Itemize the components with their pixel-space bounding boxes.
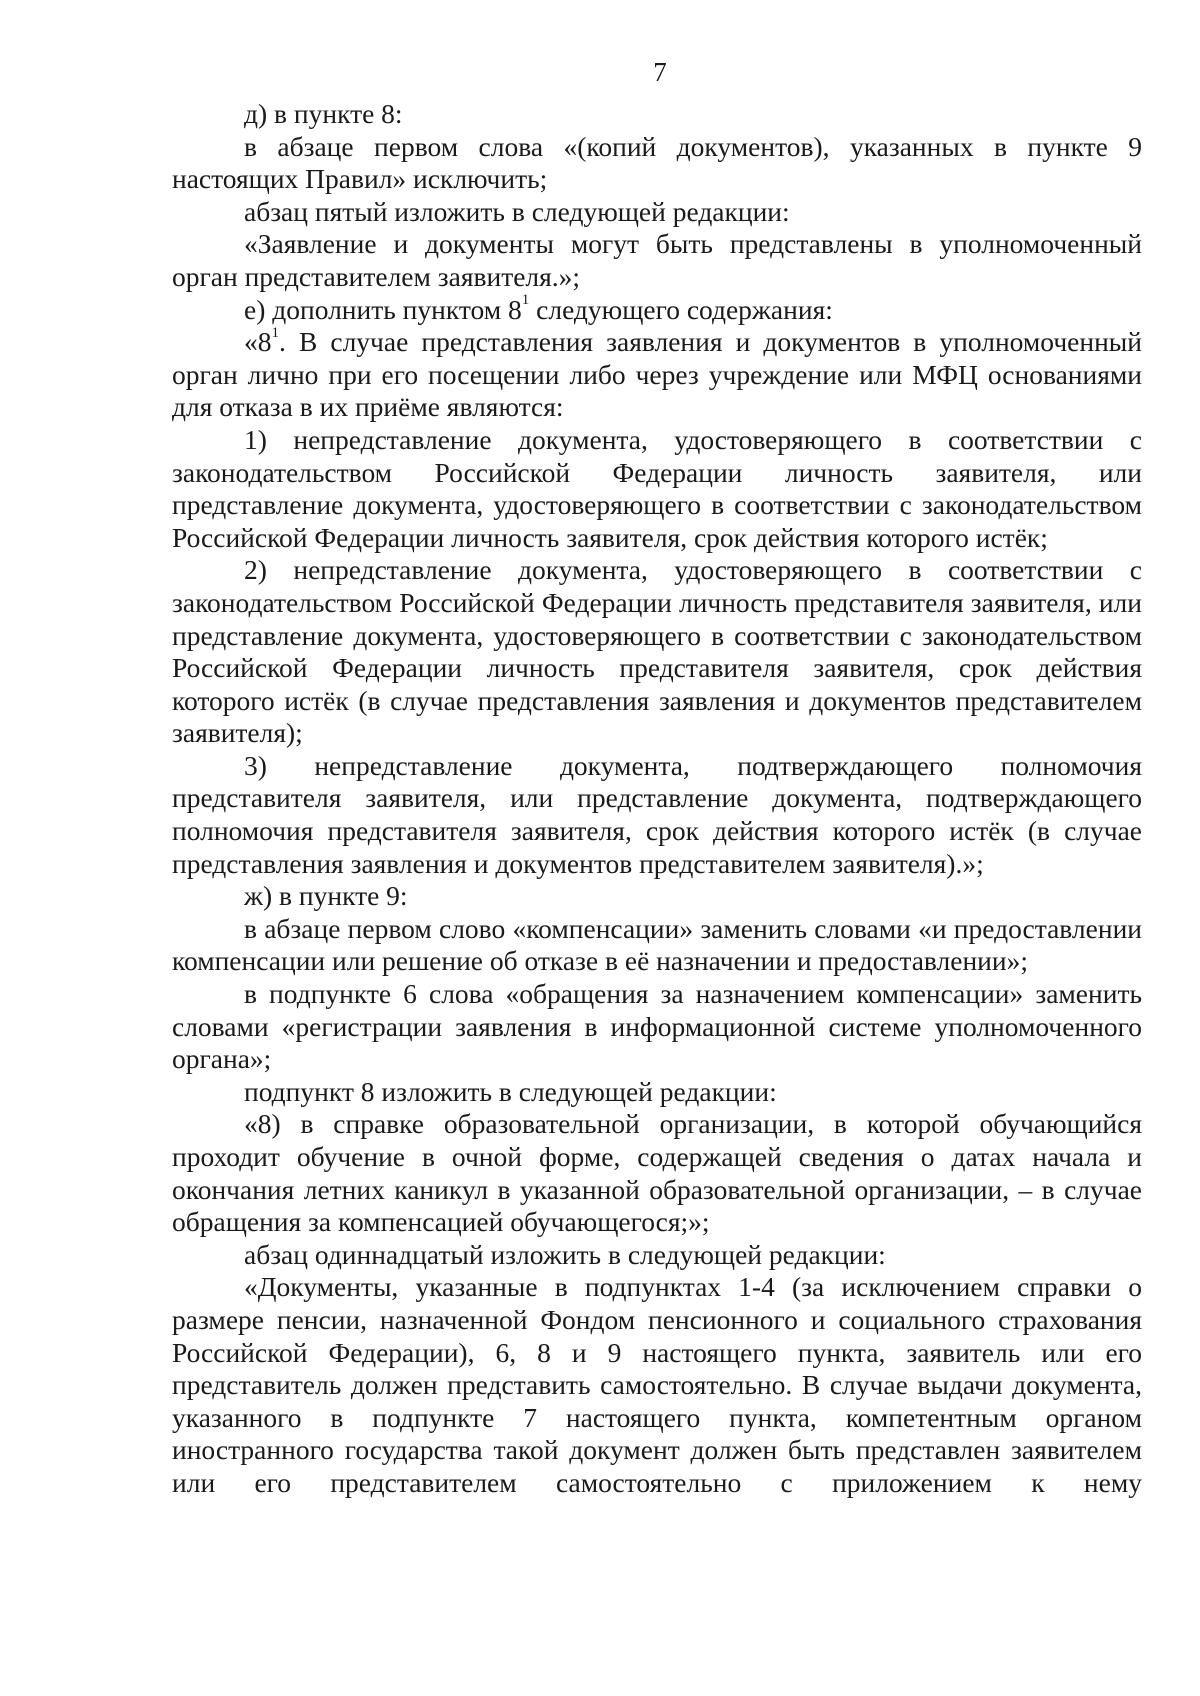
- document-body: [172, 98, 1142, 1500]
- paragraph: [172, 978, 1142, 1076]
- paragraph: [172, 98, 1142, 131]
- paragraph-text: 2) непредставление документа, удостоверяющего в соответствии с законодательством Российской Федерации личность представителя заявителя, или представление документа, удостоверяющего в соответствии с законодательством Российской Федерации личность представителя заявителя, срок действия которого истёк (в случае представления заявления и документов представителем заявителя);: [172, 554, 1142, 749]
- paragraph: [172, 880, 1142, 913]
- paragraph-text: . В случае представления заявления и документов в уполномоченный орган лично при его посещении либо через учреждение или МФЦ основаниями для отказа в их приёме являются:: [172, 326, 1142, 423]
- paragraph-text: «Заявление и документы могут быть представлены в уполномоченный орган представителем заявителя.»;: [172, 228, 1142, 292]
- paragraph: [172, 326, 1142, 424]
- paragraph-text: «8: [244, 326, 272, 358]
- paragraph: [172, 913, 1142, 978]
- paragraph: [172, 1239, 1142, 1272]
- paragraph: [172, 1271, 1142, 1499]
- paragraph: [172, 750, 1142, 880]
- paragraph-text: следующего содержания:: [529, 293, 833, 325]
- paragraph: [172, 424, 1142, 554]
- paragraph-text: 1) непредставление документа, удостоверяющего в соответствии с законодательством Российской Федерации личность заявителя, или представление документа, удостоверяющего в соответствии с законодательством Российской Федерации личность заявителя, срок действия которого истёк;: [172, 423, 1142, 553]
- paragraph-text: «8) в справке образовательной организации, в которой обучающийся проходит обучение в очной форме, содержащей сведения о датах начала и окончания летних каникул в указанной образовательной организации, – в случае обращения за компенсацией обучающегося;»;: [172, 1108, 1142, 1238]
- paragraph-text: в подпункте 6 слова «обращения за назначением компенсации» заменить словами «регистрации заявления в информационной системе уполномоченного органа»;: [172, 978, 1142, 1075]
- paragraph-text: «Документы, указанные в подпунктах 1-4 (за исключением справки о размере пенсии, назначенной Фондом пенсионного и социального страхования Российской Федерации), 6, 8 и 9 настоящего пункта, заявитель или его представитель должен представить самостоятельно. В случае выдачи документа, указанного в подпункте 7 настоящего пункта, компетентным органом иностранного государства такой документ должен быть представлен заявителем или его представителем самостоятельно с приложением к нему: [172, 1271, 1142, 1498]
- paragraph: [172, 1108, 1142, 1238]
- paragraph-text: подпункт 8 изложить в следующей редакции:: [244, 1075, 777, 1107]
- paragraph: [172, 1076, 1142, 1109]
- paragraph-text: в абзаце первом слова «(копий документов), указанных в пункте 9 настоящих Правил» исключить;: [172, 130, 1142, 195]
- paragraph-text: в абзаце первом слово «компенсации» заменить словами «и предоставлении компенсации или решение об отказе в её назначении и предоставлении»;: [172, 912, 1142, 977]
- superscript: 1: [271, 325, 279, 341]
- paragraph-text: абзац одиннадцатый изложить в следующей редакции:: [244, 1238, 886, 1270]
- paragraph-text: ж) в пункте 9:: [244, 880, 408, 912]
- page-number: 7: [653, 57, 667, 87]
- paragraph: [172, 294, 1142, 327]
- paragraph-text: 3) непредставление документа, подтверждающего полномочия представителя заявителя, или представление документа, подтверждающего полномочия представителя заявителя, срок действия которого истёк (в случае представления заявления и документов представителем заявителя).»;: [172, 749, 1142, 879]
- paragraph-text: абзац пятый изложить в следующей редакции:: [244, 195, 790, 227]
- paragraph: [172, 554, 1142, 750]
- paragraph: [172, 228, 1142, 293]
- paragraph: [172, 131, 1142, 196]
- paragraph: [172, 196, 1142, 229]
- superscript: 1: [521, 292, 530, 309]
- paragraph-text: е) дополнить пунктом 8: [244, 293, 522, 325]
- paragraph-text: д) в пункте 8:: [244, 98, 403, 129]
